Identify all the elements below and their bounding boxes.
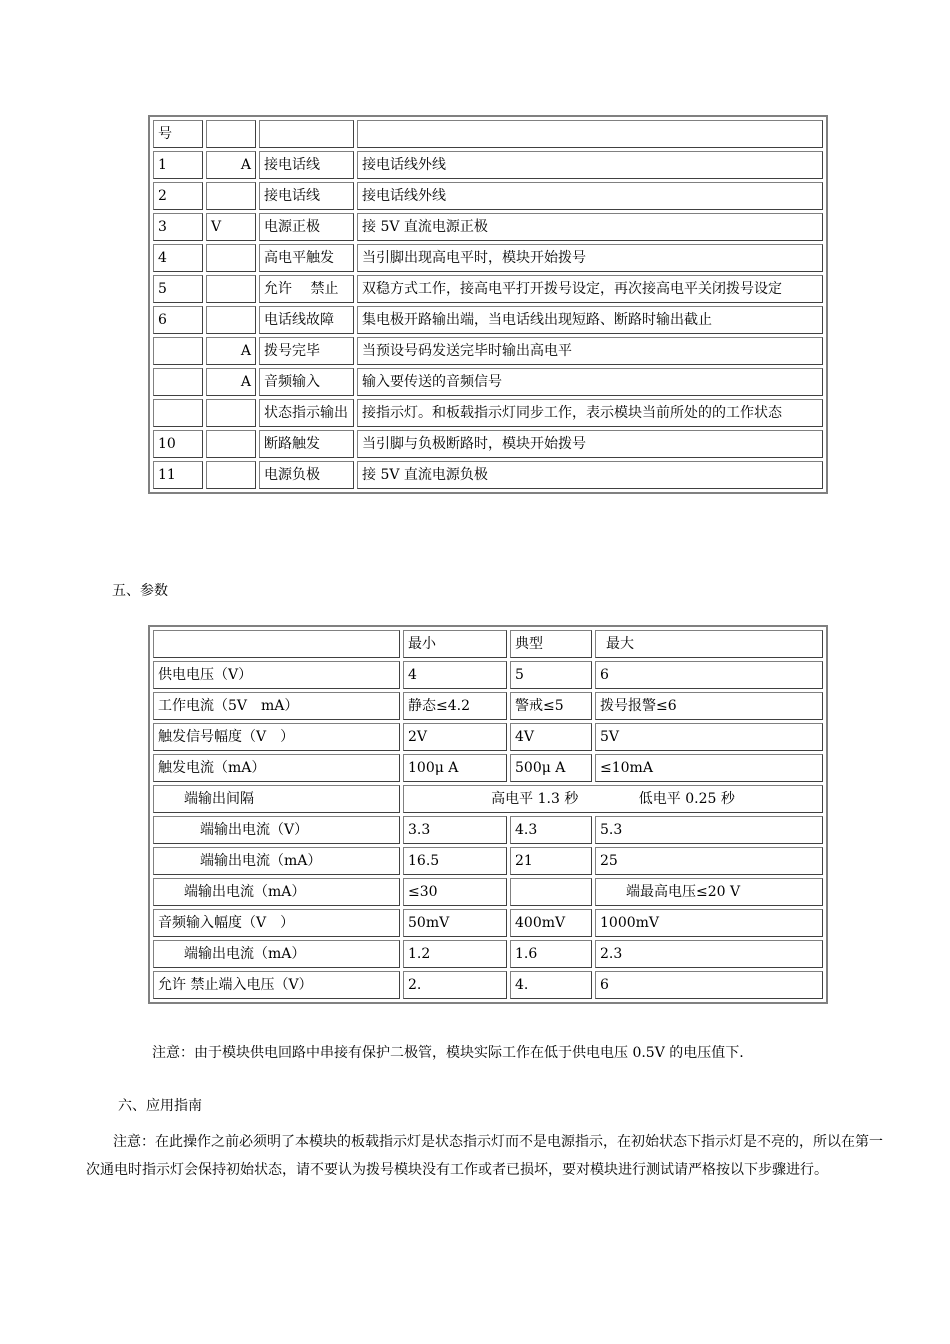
pin-row	[153, 399, 823, 427]
param-typ: 500μ A	[510, 754, 592, 782]
param-row	[153, 754, 823, 782]
pin-description	[357, 120, 823, 148]
pin-description: 接电话线外线	[357, 182, 823, 210]
pin-description: 输入要传送的音频信号	[357, 368, 823, 396]
section5-title: 五、参数	[112, 583, 168, 599]
pin-number: 2	[153, 182, 203, 210]
param-typ: 4.3	[510, 816, 592, 844]
pin-number	[153, 368, 203, 396]
param-min: 4	[403, 661, 507, 689]
pin-description: 当引脚与负极断路时，模块开始拨号	[357, 430, 823, 458]
section6-title: 六、应用指南	[118, 1098, 202, 1114]
param-row	[153, 816, 823, 844]
pin-row	[153, 213, 823, 241]
param-min: 16.5	[403, 847, 507, 875]
param-row	[153, 723, 823, 751]
param-max: 6	[595, 971, 823, 999]
pin-type	[206, 461, 256, 489]
param-label: 供电电压（V）	[153, 661, 400, 689]
param-max: 2.3	[595, 940, 823, 968]
pin-type	[206, 244, 256, 272]
param-typ: 5	[510, 661, 592, 689]
pin-name: 拨号完毕	[259, 337, 354, 365]
pin-row	[153, 306, 823, 334]
pin-number: 4	[153, 244, 203, 272]
param-min: ≤30	[403, 878, 507, 906]
param-label: 端输出间隔	[153, 785, 400, 813]
pin-number: 11	[153, 461, 203, 489]
param-row	[153, 940, 823, 968]
param-header-typ: 典型	[510, 630, 592, 658]
param-row	[153, 878, 823, 906]
pin-description: 当引脚出现高电平时，模块开始拨号	[357, 244, 823, 272]
param-header-min: 最小	[403, 630, 507, 658]
param-max: 端最高电压≤20 V	[595, 878, 823, 906]
pin-description: 接 5V 直流电源负极	[357, 461, 823, 489]
param-min: 100μ A	[403, 754, 507, 782]
param-row	[153, 692, 823, 720]
param-min: 2.	[403, 971, 507, 999]
param-min: 1.2	[403, 940, 507, 968]
param-row	[153, 661, 823, 689]
param-max: 5V	[595, 723, 823, 751]
pin-type: V	[206, 213, 256, 241]
param-table	[148, 625, 828, 1004]
param-merged-value: 高电平 1.3 秒 低电平 0.25 秒	[403, 785, 823, 813]
param-typ: 警戒≤5	[510, 692, 592, 720]
param-label: 端输出电流（mA）	[153, 847, 400, 875]
pin-table-body	[153, 120, 823, 489]
pin-type: A	[206, 368, 256, 396]
param-row	[153, 909, 823, 937]
pin-number: 号	[153, 120, 203, 148]
pin-row	[153, 275, 823, 303]
param-label: 触发信号幅度（V ）	[153, 723, 400, 751]
param-label: 端输出电流（V）	[153, 816, 400, 844]
pin-number: 6	[153, 306, 203, 334]
pin-row	[153, 461, 823, 489]
pin-description: 当预设号码发送完毕时输出高电平	[357, 337, 823, 365]
pin-description: 接电话线外线	[357, 151, 823, 179]
param-label: 触发电流（mA）	[153, 754, 400, 782]
pin-number: 10	[153, 430, 203, 458]
pin-name: 接电话线	[259, 151, 354, 179]
param-header-max: 最大	[595, 630, 823, 658]
param-row	[153, 971, 823, 999]
pin-row	[153, 368, 823, 396]
pin-name: 高电平触发	[259, 244, 354, 272]
param-typ: 400mV	[510, 909, 592, 937]
param-min: 3.3	[403, 816, 507, 844]
pin-name: 电源正极	[259, 213, 354, 241]
pin-type	[206, 306, 256, 334]
pin-type	[206, 120, 256, 148]
pin-row	[153, 120, 823, 148]
pin-name: 允许 禁止	[259, 275, 354, 303]
pin-name: 电话线故障	[259, 306, 354, 334]
param-table-body	[153, 630, 823, 999]
param-row	[153, 847, 823, 875]
param-max: ≤10mA	[595, 754, 823, 782]
pin-number	[153, 337, 203, 365]
param-label: 音频输入幅度（V ）	[153, 909, 400, 937]
param-label: 端输出电流（mA）	[153, 940, 400, 968]
param-label: 允许 禁止端入电压（V）	[153, 971, 400, 999]
pin-type	[206, 399, 256, 427]
pin-name: 接电话线	[259, 182, 354, 210]
param-typ: 1.6	[510, 940, 592, 968]
pin-description: 双稳方式工作，接高电平打开拨号设定，再次接高电平关闭拨号设定	[357, 275, 823, 303]
pin-row	[153, 151, 823, 179]
param-label: 工作电流（5V mA）	[153, 692, 400, 720]
param-min: 静态≤4.2	[403, 692, 507, 720]
note-indicator-paragraph: 注意：在此操作之前必须明了本模块的板载指示灯是状态指示灯而不是电源指示，在初始状态下指示灯是不亮的，所以在第一次通电时指示灯会保持初始状态，请不要认为拨号模块没有工作或者已损坏，要对模块进行测试请严格按以下步骤进行。	[86, 1134, 883, 1178]
param-max: 25	[595, 847, 823, 875]
param-min: 2V	[403, 723, 507, 751]
pin-type	[206, 430, 256, 458]
param-typ: 4V	[510, 723, 592, 751]
param-label: 端输出电流（mA）	[153, 878, 400, 906]
pin-name: 状态指示输出	[259, 399, 354, 427]
pin-type	[206, 275, 256, 303]
param-max: 5.3	[595, 816, 823, 844]
param-row-interval	[153, 785, 823, 813]
param-typ: 21	[510, 847, 592, 875]
note-diode: 注意：由于模块供电回路中串接有保护二极管，模块实际工作在低于供电电压 0.5V 的电压值下.	[152, 1045, 744, 1061]
pin-description: 集电极开路输出端，当电话线出现短路、断路时输出截止	[357, 306, 823, 334]
pin-number: 3	[153, 213, 203, 241]
pin-row	[153, 182, 823, 210]
pin-number: 5	[153, 275, 203, 303]
pin-name: 断路触发	[259, 430, 354, 458]
param-header-row	[153, 630, 823, 658]
param-header-cell	[153, 630, 400, 658]
pin-row	[153, 337, 823, 365]
param-min: 50mV	[403, 909, 507, 937]
pin-type: A	[206, 151, 256, 179]
pin-name: 音频输入	[259, 368, 354, 396]
pin-number	[153, 399, 203, 427]
pin-table	[148, 115, 828, 494]
pin-name	[259, 120, 354, 148]
pin-number: 1	[153, 151, 203, 179]
param-typ: 4.	[510, 971, 592, 999]
pin-row	[153, 430, 823, 458]
param-max: 6	[595, 661, 823, 689]
param-max: 1000mV	[595, 909, 823, 937]
param-typ	[510, 878, 592, 906]
pin-row	[153, 244, 823, 272]
param-max: 拨号报警≤6	[595, 692, 823, 720]
pin-description: 接 5V 直流电源正极	[357, 213, 823, 241]
pin-type	[206, 182, 256, 210]
pin-name: 电源负极	[259, 461, 354, 489]
pin-description: 接指示灯。和板载指示灯同步工作，表示模块当前所处的的工作状态	[357, 399, 823, 427]
pin-type: A	[206, 337, 256, 365]
